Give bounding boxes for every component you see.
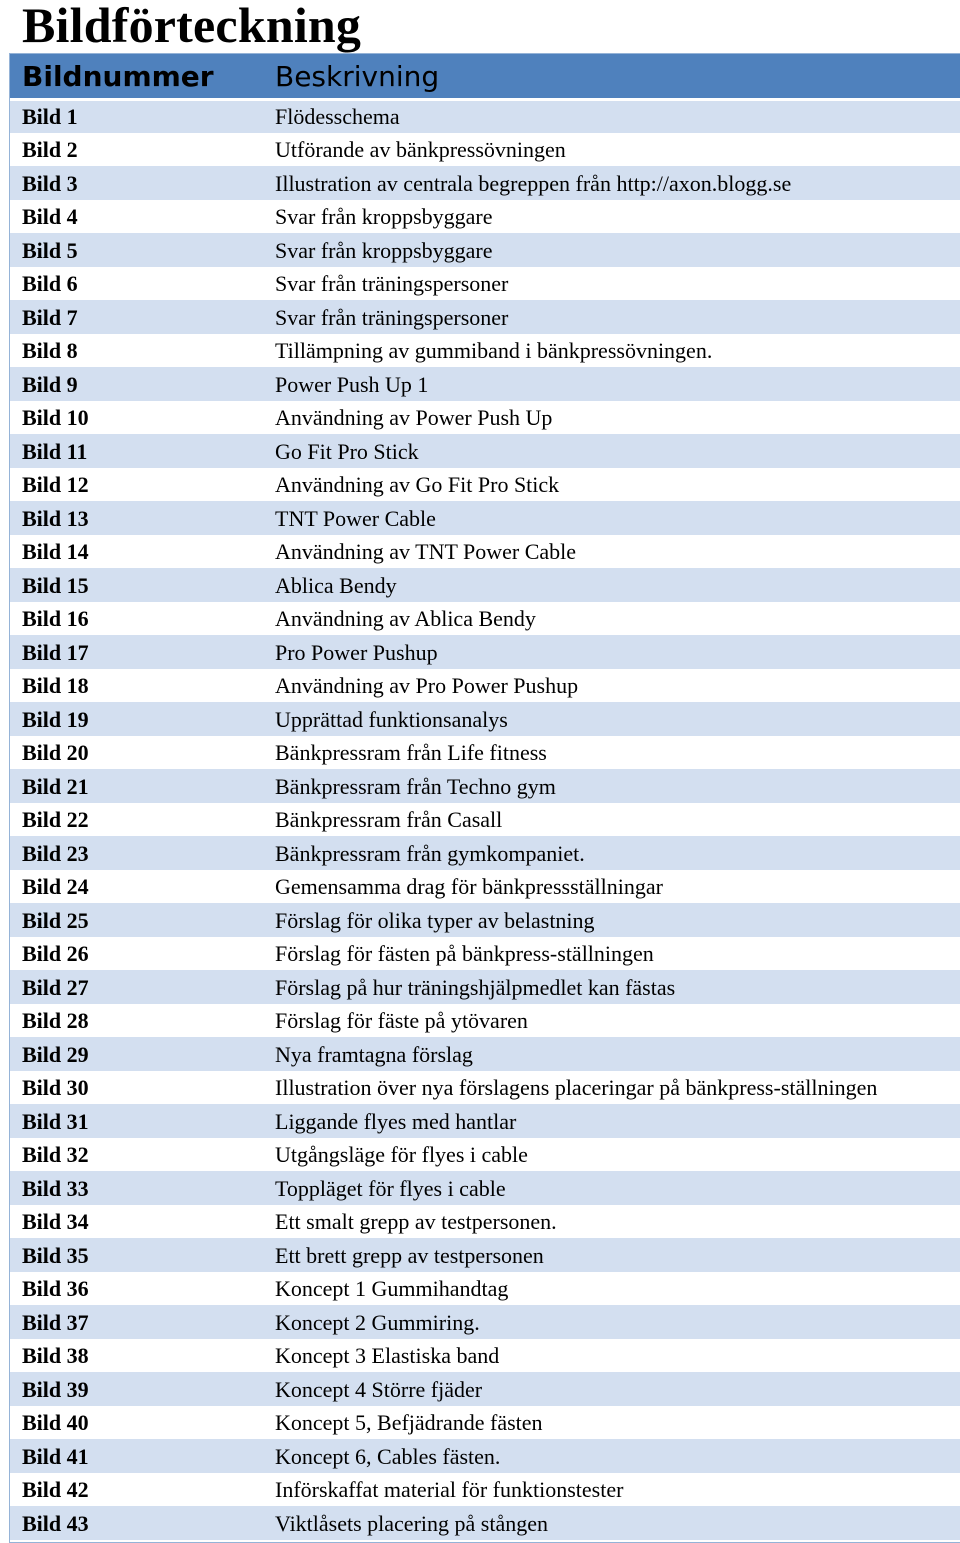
figure-number-cell: Bild 3 — [10, 168, 262, 202]
figure-description-cell: Koncept 6, Cables fästen. — [262, 1441, 960, 1475]
table-row — [10, 470, 960, 504]
figure-description-cell: Användning av Pro Power Pushup — [262, 671, 960, 705]
table-row — [10, 135, 960, 169]
figure-description-cell: Svar från kroppsbyggare — [262, 235, 960, 269]
figure-description-cell: Svar från träningspersoner — [262, 302, 960, 336]
figure-list-table — [9, 53, 960, 1543]
table-row — [10, 637, 960, 671]
figure-number-cell: Bild 1 — [10, 101, 262, 135]
table-row — [10, 805, 960, 839]
table-row — [10, 1207, 960, 1241]
figure-number-cell: Bild 40 — [10, 1408, 262, 1442]
figure-description-cell: Koncept 2 Gummiring. — [262, 1307, 960, 1341]
table-row — [10, 101, 960, 135]
figure-description-cell: Utgångsläge för flyes i cable — [262, 1140, 960, 1174]
figure-description-cell: Ablica Bendy — [262, 570, 960, 604]
figure-number-cell: Bild 27 — [10, 972, 262, 1006]
figure-description-cell: Svar från kroppsbyggare — [262, 202, 960, 236]
table-row — [10, 1408, 960, 1442]
figure-description-cell: TNT Power Cable — [262, 503, 960, 537]
table-row — [10, 1006, 960, 1040]
table-row — [10, 972, 960, 1006]
table-row — [10, 905, 960, 939]
figure-description-cell: Gemensamma drag för bänkpressställningar — [262, 872, 960, 906]
figure-description-cell: Koncept 3 Elastiska band — [262, 1341, 960, 1375]
table-row — [10, 369, 960, 403]
figure-description-cell: Bänkpressram från Casall — [262, 805, 960, 839]
table-row — [10, 537, 960, 571]
figure-description-cell: Bänkpressram från Techno gym — [262, 771, 960, 805]
table-row — [10, 403, 960, 437]
table-row — [10, 704, 960, 738]
figure-number-cell: Bild 12 — [10, 470, 262, 504]
table-row — [10, 269, 960, 303]
figure-description-cell: Illustration över nya förslagens placeringar på bänkpress-ställningen — [262, 1073, 960, 1107]
figure-description-cell: Förslag på hur träningshjälpmedlet kan fästas — [262, 972, 960, 1006]
figure-number-cell: Bild 42 — [10, 1475, 262, 1509]
table-row — [10, 604, 960, 638]
figure-description-cell: Bänkpressram från gymkompaniet. — [262, 838, 960, 872]
table-row — [10, 436, 960, 470]
table-row — [10, 1274, 960, 1308]
table-row — [10, 1341, 960, 1375]
figure-description-cell: Koncept 4 Större fjäder — [262, 1374, 960, 1408]
figure-number-cell: Bild 7 — [10, 302, 262, 336]
figure-description-cell: Förslag för fäste på ytövaren — [262, 1006, 960, 1040]
figure-description-cell: Förslag för fästen på bänkpress-ställningen — [262, 939, 960, 973]
table-header-row — [10, 54, 960, 101]
table-row — [10, 872, 960, 906]
figure-number-cell: Bild 21 — [10, 771, 262, 805]
table-row — [10, 235, 960, 269]
figure-number-cell: Bild 34 — [10, 1207, 262, 1241]
figure-description-cell: Utförande av bänkpressövningen — [262, 135, 960, 169]
figure-number-cell: Bild 38 — [10, 1341, 262, 1375]
figure-number-cell: Bild 18 — [10, 671, 262, 705]
figure-description-cell: Upprättad funktionsanalys — [262, 704, 960, 738]
table-row — [10, 202, 960, 236]
figure-number-cell: Bild 16 — [10, 604, 262, 638]
figure-description-cell: Användning av Ablica Bendy — [262, 604, 960, 638]
figure-description-cell: Koncept 1 Gummihandtag — [262, 1274, 960, 1308]
figure-number-cell: Bild 32 — [10, 1140, 262, 1174]
page-title: Bildförteckning — [22, 0, 362, 53]
figure-description-cell: Go Fit Pro Stick — [262, 436, 960, 470]
table-row — [10, 168, 960, 202]
figure-number-cell: Bild 26 — [10, 939, 262, 973]
figure-number-cell: Bild 14 — [10, 537, 262, 571]
table-row — [10, 336, 960, 370]
table-row — [10, 771, 960, 805]
figure-description-cell: Liggande flyes med hantlar — [262, 1106, 960, 1140]
figure-description-cell: Koncept 5, Befjädrande fästen — [262, 1408, 960, 1442]
figure-number-cell: Bild 31 — [10, 1106, 262, 1140]
figure-number-cell: Bild 6 — [10, 269, 262, 303]
figure-number-cell: Bild 19 — [10, 704, 262, 738]
figure-number-cell: Bild 20 — [10, 738, 262, 772]
figure-number-cell: Bild 39 — [10, 1374, 262, 1408]
figure-number-cell: Bild 15 — [10, 570, 262, 604]
table-row — [10, 503, 960, 537]
table-row — [10, 1307, 960, 1341]
figure-description-cell: Förslag för olika typer av belastning — [262, 905, 960, 939]
figure-number-cell: Bild 23 — [10, 838, 262, 872]
figure-number-cell: Bild 33 — [10, 1173, 262, 1207]
figure-number-cell: Bild 13 — [10, 503, 262, 537]
table-body — [10, 101, 960, 1542]
figure-description-cell: Ett smalt grepp av testpersonen. — [262, 1207, 960, 1241]
table-row — [10, 1140, 960, 1174]
column-header-description: Beskrivning — [262, 54, 960, 101]
table-row — [10, 1073, 960, 1107]
figure-number-cell: Bild 5 — [10, 235, 262, 269]
table-row — [10, 1039, 960, 1073]
figure-description-cell: Viktlåsets placering på stången — [262, 1508, 960, 1542]
figure-number-cell: Bild 2 — [10, 135, 262, 169]
figure-number-cell: Bild 10 — [10, 403, 262, 437]
figure-description-cell: Användning av Power Push Up — [262, 403, 960, 437]
figure-number-cell: Bild 25 — [10, 905, 262, 939]
table-row — [10, 302, 960, 336]
figure-number-cell: Bild 28 — [10, 1006, 262, 1040]
figure-number-cell: Bild 30 — [10, 1073, 262, 1107]
figure-number-cell: Bild 22 — [10, 805, 262, 839]
figure-number-cell: Bild 4 — [10, 202, 262, 236]
figure-description-cell: Införskaffat material för funktionstester — [262, 1475, 960, 1509]
figure-description-cell: Illustration av centrala begreppen från http://axon.blogg.se — [262, 168, 960, 202]
figure-number-cell: Bild 24 — [10, 872, 262, 906]
table-row — [10, 838, 960, 872]
table-row — [10, 1173, 960, 1207]
figure-description-cell: Power Push Up 1 — [262, 369, 960, 403]
table-row — [10, 939, 960, 973]
figure-number-cell: Bild 36 — [10, 1274, 262, 1308]
figure-number-cell: Bild 11 — [10, 436, 262, 470]
figure-description-cell: Flödesschema — [262, 101, 960, 135]
figure-description-cell: Bänkpressram från Life fitness — [262, 738, 960, 772]
figure-description-cell: Ett brett grepp av testpersonen — [262, 1240, 960, 1274]
figure-description-cell: Tillämpning av gummiband i bänkpressövningen. — [262, 336, 960, 370]
figure-number-cell: Bild 17 — [10, 637, 262, 671]
table-row — [10, 1475, 960, 1509]
table-row — [10, 1441, 960, 1475]
figure-number-cell: Bild 41 — [10, 1441, 262, 1475]
figure-description-cell: Pro Power Pushup — [262, 637, 960, 671]
figure-description-cell: Svar från träningspersoner — [262, 269, 960, 303]
figure-number-cell: Bild 37 — [10, 1307, 262, 1341]
figure-number-cell: Bild 8 — [10, 336, 262, 370]
table-row — [10, 570, 960, 604]
figure-number-cell: Bild 29 — [10, 1039, 262, 1073]
column-header-number: Bildnummer — [10, 54, 262, 101]
figure-description-cell: Användning av Go Fit Pro Stick — [262, 470, 960, 504]
figure-number-cell: Bild 43 — [10, 1508, 262, 1542]
table-row — [10, 1106, 960, 1140]
figure-number-cell: Bild 35 — [10, 1240, 262, 1274]
figure-description-cell: Toppläget för flyes i cable — [262, 1173, 960, 1207]
table-row — [10, 1508, 960, 1542]
figure-description-cell: Nya framtagna förslag — [262, 1039, 960, 1073]
table-row — [10, 738, 960, 772]
table-row — [10, 1240, 960, 1274]
table-row — [10, 1374, 960, 1408]
figure-number-cell: Bild 9 — [10, 369, 262, 403]
table-row — [10, 671, 960, 705]
figure-description-cell: Användning av TNT Power Cable — [262, 537, 960, 571]
